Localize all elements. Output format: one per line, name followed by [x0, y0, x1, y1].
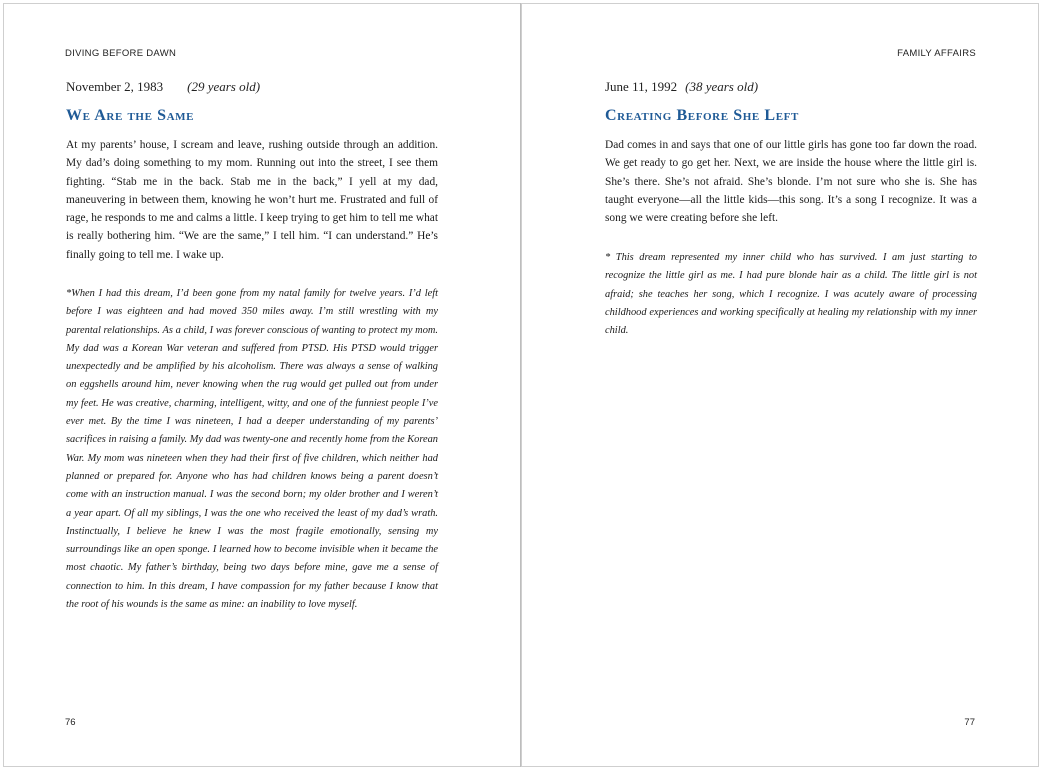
- entry-date-line: [605, 79, 758, 95]
- entry-age: (38 years old): [685, 79, 759, 94]
- entry-age: (29 years old): [187, 79, 261, 94]
- dream-body: At my parents’ house, I scream and leave, rushing outside through an addition. My dad’s doing something to my mom. Running out into the street, I see them fighting. “Stab me in the back. Stab me in the back,” I yell at my dad, maneuvering in between them, knowing he won’t hurt me. Frustrated and full of rage, he responds to me and calms a little. I keep trying to get him to tell me what is really bothering him. “We are the same,” I tell him. “I can understand.” He’s finally going to tell me. I wake up.: [66, 139, 438, 261]
- entry-date-line: [66, 79, 260, 95]
- running-head: FAMILY AFFAIRS: [897, 48, 976, 59]
- dream-note: * This dream represented my inner child who has survived. I am just starting to recognize the little girl as me. I had pure blonde hair as a child. The little girl is not afraid; she teaches her song, which I recognize. I was acutely aware of processing childhood experiences and working specifically at healing my relationship with my inner child.: [605, 252, 977, 337]
- entry-date: November 2, 1983: [66, 79, 164, 94]
- page-number: 76: [65, 717, 76, 728]
- entry-date: June 11, 1992: [605, 79, 678, 94]
- dream-title: We Are the Same: [66, 107, 195, 124]
- dream-note: *When I had this dream, I’d been gone from my natal family for twelve years. I’d left before I was eighteen and had moved 350 miles away. I’m still wrestling with my parental relationships. As a child, I was forever conscious of wanting to protect my mom. My dad was a Korean War veteran and suffered from PTSD. His PTSD would trigger unexpectedly and be amplified by his alcoholism. There was always a sense of walking on eggshells around him, never knowing when the rug would get pulled out from under my feet. He was creative, charming, intelligent, witty, and one of the funniest people I’ve ever met. By the time I was nineteen, I had a deeper understanding of my parents’ sacrifices in raising a family. My dad was twenty-one and recently home from the Korean War. My mom was nineteen when they had their first of five children, which neither had planned or prepared for. Anyone who has had children knows being a parent doesn’t come with an instruction manual. I was the second born; my older brother and I weren’t a year apart. Of all my siblings, I was the one who received the least of my dad’s wrath. Instinctually, I believe he knew I was the most fragile emotionally, sensing my surroundings like an open sponge. I learned how to become invisible when it became the most chaotic. My father’s birthday, being two days before mine, gave me a sense of connection to him. In this dream, I have compassion for my father because I know that the root of his wounds is the same as mine: an inability to love myself.: [66, 288, 438, 611]
- running-head: DIVING BEFORE DAWN: [65, 48, 177, 59]
- page-number: 77: [964, 717, 975, 728]
- right-page: [521, 3, 1039, 767]
- dream-body: Dad comes in and says that one of our little girls has gone too far down the road. We get ready to go get her. Next, we are inside the house where the little girl is. She’s there. She’s not afraid. She’s blonde. I’m not sure who she is. She has taught everyone—all the little kids—this song. It’s a song I recognize. It was a song we were creating before she left.: [605, 139, 977, 225]
- book-spread: [3, 3, 1039, 767]
- left-page: [3, 3, 521, 767]
- dream-title: Creating Before She Left: [605, 107, 799, 124]
